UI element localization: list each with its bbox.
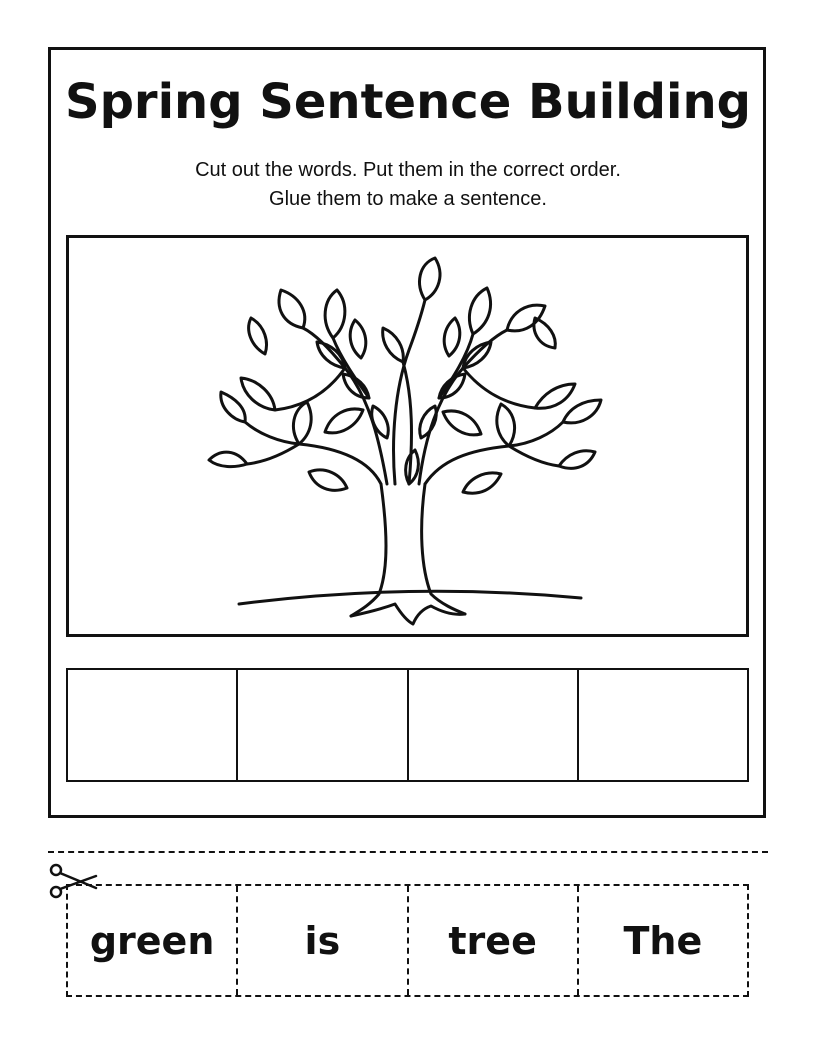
- instructions-line-1: Cut out the words. Put them in the correct order.: [195, 159, 621, 181]
- tree-icon: [69, 238, 746, 634]
- page-title: Spring Sentence Building: [65, 74, 751, 130]
- word-card[interactable]: The: [623, 918, 703, 963]
- word-card[interactable]: green: [68, 886, 238, 995]
- word-card-row: [66, 884, 749, 997]
- answer-box-2: [238, 670, 408, 780]
- instructions: [0, 156, 816, 214]
- word-card[interactable]: is: [238, 886, 408, 995]
- word-card[interactable]: tree: [409, 886, 579, 995]
- answer-box-1: [68, 670, 238, 780]
- picture-box: [66, 235, 749, 637]
- instructions-line-2: Glue them to make a sentence.: [269, 188, 547, 210]
- answer-box-3: [409, 670, 579, 780]
- answer-row: [66, 668, 749, 782]
- answer-box-4: [579, 670, 747, 780]
- cut-line: [48, 851, 768, 853]
